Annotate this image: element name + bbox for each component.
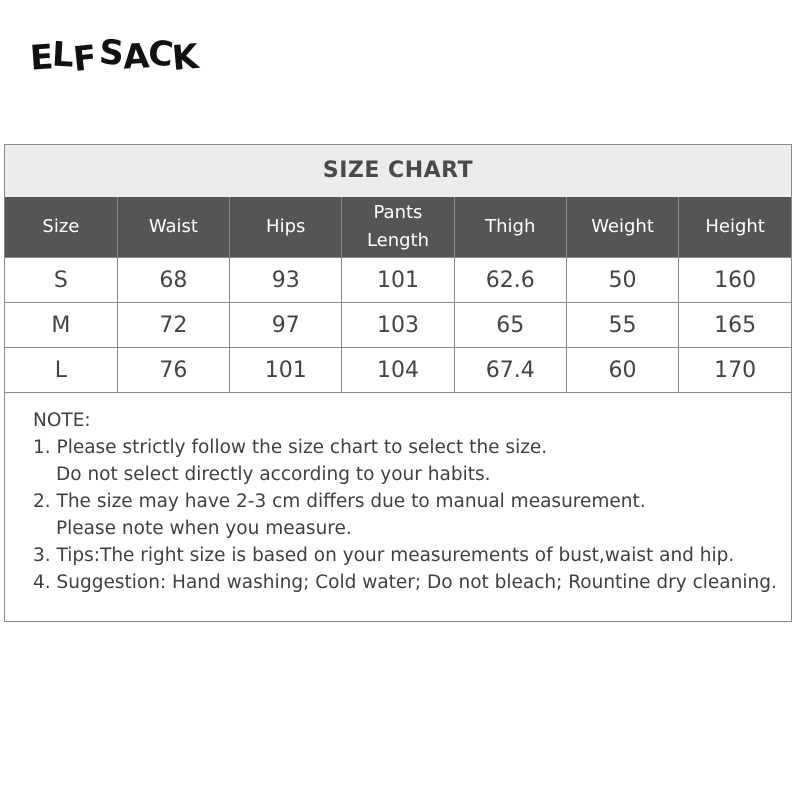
table-cell: M xyxy=(5,303,117,348)
header-thigh: Thigh xyxy=(454,197,566,258)
header-hips: Hips xyxy=(230,197,342,258)
table-cell: 104 xyxy=(342,348,454,393)
table-cell: 93 xyxy=(230,258,342,303)
size-chart xyxy=(4,144,792,622)
table-header-row xyxy=(5,197,791,258)
table-cell: 170 xyxy=(679,348,791,393)
note-line: Please note when you measure. xyxy=(56,518,352,539)
header-pants-length-line2: Length xyxy=(366,230,430,251)
table-cell: 101 xyxy=(230,348,342,393)
table-cell: 165 xyxy=(679,303,791,348)
table-cell: S xyxy=(5,258,117,303)
note-line: Do not select directly according to your habits. xyxy=(56,464,491,485)
table-cell: 55 xyxy=(566,303,678,348)
brand-logo: ELFSACK xyxy=(28,32,200,81)
table-cell: 76 xyxy=(117,348,229,393)
note-line: 2. The size may have 2-3 cm differs due to manual measurement. xyxy=(33,491,646,512)
table-cell: 103 xyxy=(342,303,454,348)
note-line: 1. Please strictly follow the size chart to select the size. xyxy=(33,437,548,458)
header-weight: Weight xyxy=(566,197,678,258)
table-cell: 60 xyxy=(566,348,678,393)
table-row xyxy=(5,348,791,393)
header-height: Height xyxy=(679,197,791,258)
note-line: 4. Suggestion: Hand washing; Cold water; Do not bleach; Rountine dry cleaning. xyxy=(33,572,777,593)
table-cell: L xyxy=(5,348,117,393)
table-cell: 68 xyxy=(117,258,229,303)
notes-heading: NOTE: xyxy=(33,410,91,431)
table-cell: 50 xyxy=(566,258,678,303)
table-cell: 65 xyxy=(454,303,566,348)
header-pants-length-line1: Pants xyxy=(373,202,423,223)
header-pants-length xyxy=(342,197,454,258)
header-size: Size xyxy=(5,197,117,258)
table-row xyxy=(5,258,791,303)
table-row xyxy=(5,303,791,348)
table-cell: 72 xyxy=(117,303,229,348)
table-cell: 62.6 xyxy=(454,258,566,303)
notes-section xyxy=(33,407,783,596)
table-cell: 97 xyxy=(230,303,342,348)
table-cell: 67.4 xyxy=(454,348,566,393)
size-chart-title: SIZE CHART xyxy=(5,145,791,197)
table-cell: 101 xyxy=(342,258,454,303)
size-table xyxy=(5,197,791,393)
table-cell: 160 xyxy=(679,258,791,303)
note-line: 3. Tips:The right size is based on your measurements of bust,waist and hip. xyxy=(33,545,735,566)
header-waist: Waist xyxy=(117,197,229,258)
